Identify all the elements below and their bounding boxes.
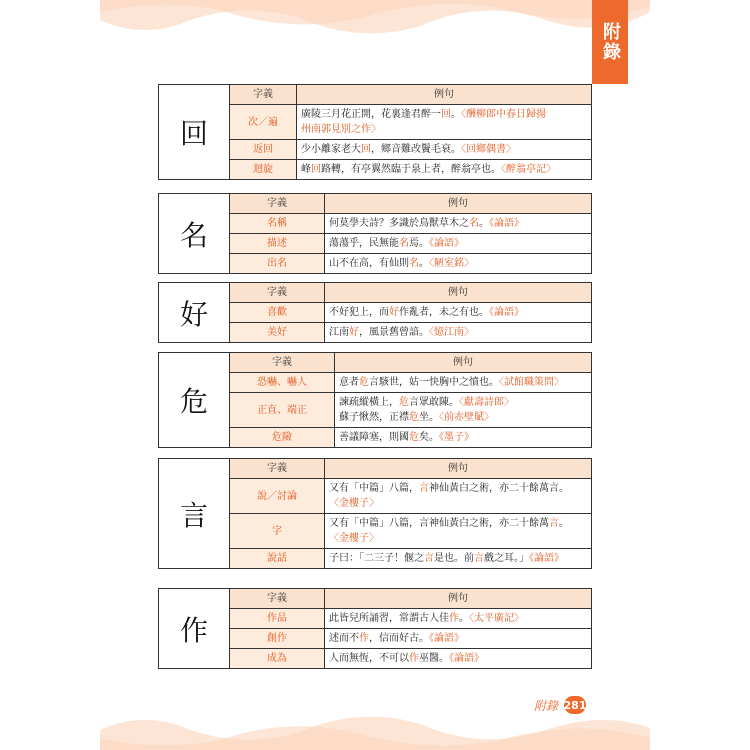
- source-citation: 〈金樓子〉: [329, 533, 379, 544]
- header-definition: 字義: [230, 283, 325, 303]
- table-row: [230, 254, 591, 274]
- example-cell: [297, 105, 592, 140]
- example-text: 述而不: [329, 633, 359, 644]
- example-cell: [325, 234, 592, 254]
- example-text: 善議障塞，則國: [339, 432, 409, 443]
- example-line: [301, 107, 587, 122]
- definition-cell: 返回: [230, 140, 297, 160]
- table-row: [230, 514, 591, 549]
- example-text: 何莫學夫詩？多識於鳥獸草木之: [329, 218, 469, 229]
- source-citation: 州南郭見別之作〉: [301, 124, 381, 135]
- highlighted-character: 危: [399, 397, 409, 408]
- example-line: [329, 236, 587, 251]
- header-definition: 字義: [230, 194, 325, 214]
- example-text: 神仙黃白之術，亦二十餘萬言。: [429, 483, 569, 494]
- example-line: [329, 305, 587, 320]
- example-text: 坐。: [419, 412, 439, 423]
- example-cell: [325, 649, 592, 669]
- example-text: 子曰：「二三子！偃之: [329, 553, 424, 564]
- source-citation: 《論語》: [429, 238, 464, 249]
- source-citation: 〈獻壽詩郎〉: [459, 397, 514, 408]
- definition-cell: 危險: [230, 428, 335, 448]
- header-example: 例句: [325, 194, 592, 214]
- table-row: [230, 234, 591, 254]
- header-definition: 字義: [230, 353, 335, 373]
- entry-character: 好: [159, 283, 230, 342]
- example-text: 不好犯上，而: [329, 307, 389, 318]
- definition-table: [230, 589, 591, 668]
- table-row: [230, 393, 591, 428]
- example-text: 作亂者，未之有也。: [399, 307, 489, 318]
- definition-table: [230, 85, 591, 179]
- table-row: [230, 649, 591, 669]
- table-row: [230, 303, 591, 323]
- table-row: [230, 428, 591, 448]
- definition-cell: 恐嚇、嚇人: [230, 373, 335, 393]
- table-row: [230, 214, 591, 234]
- highlighted-character: 名: [469, 218, 479, 229]
- entry-1: [158, 84, 592, 180]
- example-text: 。: [559, 518, 569, 529]
- highlighted-character: 危: [409, 412, 419, 423]
- source-citation: 《論語》: [429, 633, 464, 644]
- example-text: 又有「中篇」八篇，言神仙黃白之術，亦二十餘萬: [329, 518, 549, 529]
- example-cell: [335, 393, 592, 428]
- header-example: 例句: [325, 283, 592, 303]
- entry-2: [158, 193, 592, 274]
- bottom-wave-decoration: [100, 710, 650, 750]
- example-text: ，信而好古。: [369, 633, 429, 644]
- page-number: 281: [564, 696, 586, 714]
- example-cell: [325, 629, 592, 649]
- example-line: [339, 410, 587, 425]
- source-citation: 《論語》: [449, 653, 484, 664]
- example-text: 焉。: [409, 238, 429, 249]
- source-citation: 《論語》: [529, 553, 564, 564]
- table-row: [230, 373, 591, 393]
- example-line: [301, 122, 587, 137]
- definition-table: [230, 459, 591, 568]
- entry-character: 言: [159, 459, 230, 568]
- definition-cell: 喜歡: [230, 303, 325, 323]
- example-line: [329, 611, 587, 626]
- example-text: 又有「中篇」八篇，: [329, 483, 419, 494]
- example-cell: [325, 479, 592, 514]
- example-text: 。: [479, 218, 489, 229]
- definition-table: [230, 353, 591, 447]
- example-line: [329, 325, 587, 340]
- example-line: [301, 142, 587, 157]
- example-cell: [325, 323, 592, 343]
- highlighted-character: 好: [349, 327, 359, 338]
- source-citation: 〈試館職策問〉: [499, 377, 564, 388]
- highlighted-character: 危: [359, 377, 369, 388]
- definition-table: [230, 194, 591, 273]
- highlighted-character: 作: [449, 613, 459, 624]
- source-citation: 〈酬柳郎中春日歸揚: [461, 109, 546, 120]
- definition-cell: 成為: [230, 649, 325, 669]
- source-citation: 〈金樓子〉: [329, 498, 379, 509]
- appendix-side-tab: 附錄: [592, 0, 628, 84]
- footer-label: 附錄: [534, 698, 559, 713]
- highlighted-character: 言: [424, 553, 434, 564]
- definition-cell: 說／討論: [230, 479, 325, 514]
- example-cell: [297, 160, 592, 180]
- entry-character: 回: [159, 85, 230, 179]
- highlighted-character: 名: [409, 258, 419, 269]
- definition-cell: 迴旋: [230, 160, 297, 180]
- example-line: [339, 430, 587, 445]
- example-text: 人而無恆，不可以: [329, 653, 409, 664]
- entry-5: [158, 458, 592, 569]
- definition-cell: 描述: [230, 234, 325, 254]
- example-cell: [325, 609, 592, 629]
- example-text: ，鄉音難改鬢毛衰。: [371, 144, 461, 155]
- highlighted-character: 作: [409, 653, 419, 664]
- highlighted-character: 回: [441, 109, 451, 120]
- definition-cell: 說話: [230, 549, 325, 569]
- highlighted-character: 危: [409, 432, 419, 443]
- source-citation: 《論語》: [489, 307, 524, 318]
- table-row: [230, 140, 591, 160]
- definition-cell: 正直、端正: [230, 393, 335, 428]
- table-row: [230, 609, 591, 629]
- header-example: 例句: [325, 459, 592, 479]
- example-text: 此皆兒所誦習，常謂古人佳: [329, 613, 449, 624]
- example-text: 峰: [301, 164, 311, 175]
- table-row: [230, 479, 591, 514]
- source-citation: 《墨子》: [439, 432, 474, 443]
- header-definition: 字義: [230, 589, 325, 609]
- highlighted-character: 言: [419, 483, 429, 494]
- highlighted-character: 名: [399, 238, 409, 249]
- page-footer: [534, 696, 586, 714]
- definition-cell: 字: [230, 514, 325, 549]
- example-line: [329, 551, 587, 566]
- example-text: 言駭世，姑一快胸中之憤也。: [369, 377, 499, 388]
- entry-3: [158, 282, 592, 343]
- example-line: [329, 531, 587, 546]
- example-text: 蘇子愀然，正襟: [339, 412, 409, 423]
- header-example: 例句: [335, 353, 592, 373]
- example-cell: [335, 428, 592, 448]
- table-row: [230, 160, 591, 180]
- top-wave-decoration: [100, 0, 650, 40]
- entry-character: 名: [159, 194, 230, 273]
- table-row: [230, 549, 591, 569]
- example-line: [339, 375, 587, 390]
- entry-character: 作: [159, 589, 230, 668]
- definition-cell: 美好: [230, 323, 325, 343]
- example-cell: [297, 140, 592, 160]
- example-cell: [325, 514, 592, 549]
- example-line: [329, 516, 587, 531]
- example-text: 江南: [329, 327, 349, 338]
- example-cell: [325, 303, 592, 323]
- highlighted-character: 好: [389, 307, 399, 318]
- example-text: 。: [419, 258, 429, 269]
- example-line: [329, 481, 587, 496]
- entry-4: [158, 352, 592, 448]
- example-cell: [335, 373, 592, 393]
- source-citation: 〈憶江南〉: [429, 327, 474, 338]
- example-text: 廣陵三月花正開，花裏逢君醉一: [301, 109, 441, 120]
- example-text: 諫疏縱橫上，: [339, 397, 399, 408]
- example-text: 路轉，有亭翼然臨于泉上者，醉翁亭也。: [321, 164, 501, 175]
- example-text: 是也。前: [434, 553, 474, 564]
- source-citation: 〈陋室銘〉: [429, 258, 474, 269]
- highlighted-character: 言: [549, 518, 559, 529]
- header-definition: 字義: [230, 85, 297, 105]
- example-text: 。: [459, 613, 469, 624]
- table-row: [230, 105, 591, 140]
- highlighted-character: 言: [474, 553, 484, 564]
- table-row: [230, 629, 591, 649]
- entry-character: 危: [159, 353, 230, 447]
- definition-cell: 創作: [230, 629, 325, 649]
- definition-cell: 名稱: [230, 214, 325, 234]
- table-row: [230, 323, 591, 343]
- example-text: 山不在高，有仙則: [329, 258, 409, 269]
- example-text: 蕩蕩乎，民無能: [329, 238, 399, 249]
- highlighted-character: 作: [359, 633, 369, 644]
- example-text: 言眾敢陳。: [409, 397, 459, 408]
- header-example: 例句: [325, 589, 592, 609]
- definition-cell: 次／遍: [230, 105, 297, 140]
- example-text: 巫醫。: [419, 653, 449, 664]
- highlighted-character: 回: [361, 144, 371, 155]
- definition-cell: 出名: [230, 254, 325, 274]
- example-line: [329, 256, 587, 271]
- example-text: 戲之耳。」: [484, 553, 529, 564]
- source-citation: 〈回鄉偶書〉: [461, 144, 516, 155]
- example-line: [339, 395, 587, 410]
- source-citation: 〈太平廣記〉: [469, 613, 524, 624]
- example-line: [329, 651, 587, 666]
- example-cell: [325, 214, 592, 234]
- example-text: 。: [451, 109, 461, 120]
- example-cell: [325, 254, 592, 274]
- definition-cell: 作品: [230, 609, 325, 629]
- entry-6: [158, 588, 592, 669]
- example-text: 矣。: [419, 432, 439, 443]
- example-text: 意者: [339, 377, 359, 388]
- highlighted-character: 回: [311, 164, 321, 175]
- source-citation: 〈前赤壁賦〉: [439, 412, 494, 423]
- example-line: [329, 631, 587, 646]
- source-citation: 〈醉翁亭記〉: [501, 164, 556, 175]
- header-definition: 字義: [230, 459, 325, 479]
- source-citation: 《論語》: [489, 218, 524, 229]
- example-text: ，風景舊曾諳。: [359, 327, 429, 338]
- example-text: 少小離家老大: [301, 144, 361, 155]
- example-line: [329, 496, 587, 511]
- header-example: 例句: [297, 85, 592, 105]
- example-line: [301, 162, 587, 177]
- example-cell: [325, 549, 592, 569]
- example-line: [329, 216, 587, 231]
- definition-table: [230, 283, 591, 342]
